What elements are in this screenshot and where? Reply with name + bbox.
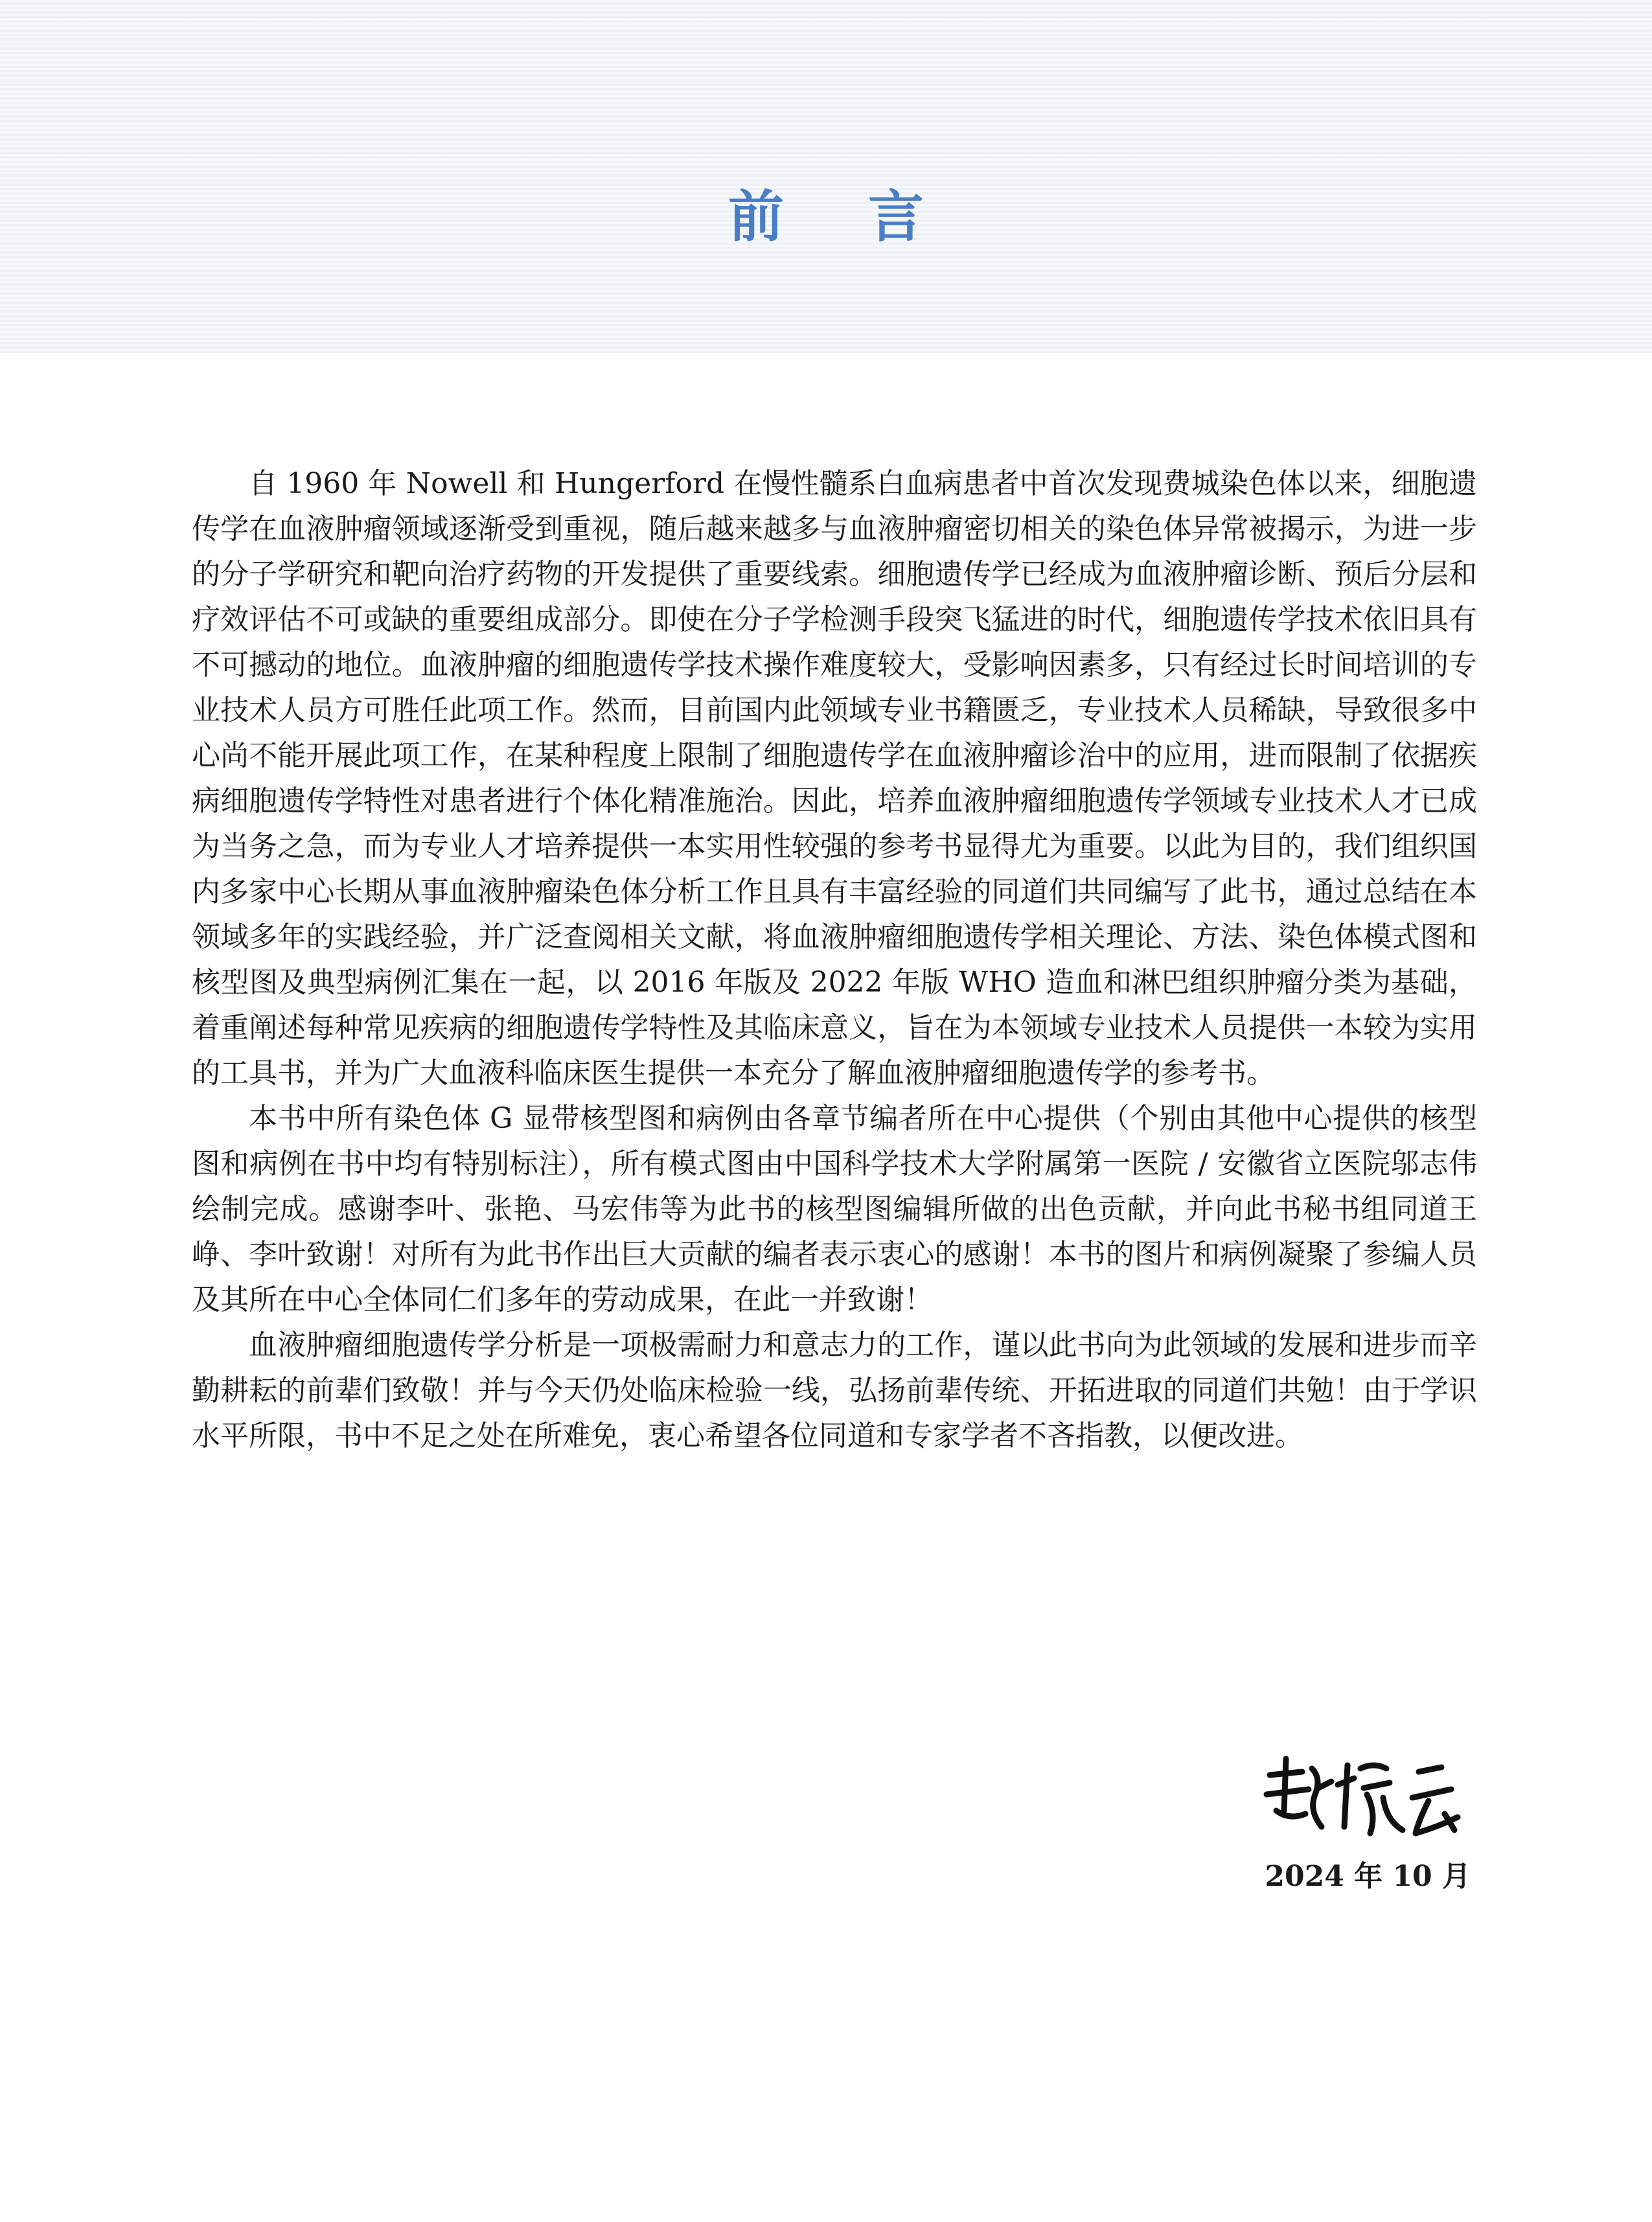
page-title: 前言 [728, 185, 1008, 249]
paragraph-2: 本书中所有染色体 G 显带核型图和病例由各章节编者所在中心提供（个别由其他中心提供的核型图和病例在书中均有特别标注），所有模式图由中国科学技术大学附属第一医院 / 安徽省立医院邬志伟绘制完成。感谢李叶、张艳、马宏伟等为此书的核型图编辑所做的出色贡献，并向此书秘书组同道王峥、李叶致谢！对所有为此书作出巨大贡献的编者表示衷心的感谢！本书的图片和病例凝聚了参编人员及其所在中心全体同仁们多年的劳动成果，在此一并致谢！ [192, 1102, 1477, 1316]
preface-body [192, 461, 1477, 1459]
date-line: 2024 年 10 月 [1265, 1860, 1471, 1893]
handwritten-signature [1257, 1749, 1471, 1853]
signature-image [1257, 1749, 1471, 1853]
header-band [0, 0, 1652, 353]
paragraph-1: 自 1960 年 Nowell 和 Hungerford 在慢性髓系白血病患者中首次发现费城染色体以来，细胞遗传学在血液肿瘤领域逐渐受到重视，随后越来越多与血液肿瘤密切相关的染色体异常被揭示，为进一步的分子学研究和靶向治疗药物的开发提供了重要线索。细胞遗传学已经成为血液肿瘤诊断、预后分层和疗效评估不可或缺的重要组成部分。即使在分子学检测手段突飞猛进的时代，细胞遗传学技术依旧具有不可撼动的地位。血液肿瘤的细胞遗传学技术操作难度较大，受影响因素多，只有经过长时间培训的专业技术人员方可胜任此项工作。然而，目前国内此领域专业书籍匮乏，专业技术人员稀缺，导致很多中心尚不能开展此项工作，在某种程度上限制了细胞遗传学在血液肿瘤诊治中的应用，进而限制了依据疾病细胞遗传学特性对患者进行个体化精准施治。因此，培养血液肿瘤细胞遗传学领域专业技术人才已成为当务之急，而为专业人才培养提供一本实用性较强的参考书显得尤为重要。以此为目的，我们组织国内多家中心长期从事血液肿瘤染色体分析工作且具有丰富经验的同道们共同编写了此书，通过总结在本领域多年的实践经验，并广泛查阅相关文献，将血液肿瘤细胞遗传学相关理论、方法、染色体模式图和核型图及典型病例汇集在一起，以 2016 年版及 2022 年版 WHO 造血和淋巴组织肿瘤分类为基础，着重阐述每种常见疾病的细胞遗传学特性及其临床意义，旨在为本领域专业技术人员提供一本较为实用的工具书，并为广大血液科临床医生提供一本充分了解血液肿瘤细胞遗传学的参考书。 [192, 467, 1477, 1090]
paragraph-3: 血液肿瘤细胞遗传学分析是一项极需耐力和意志力的工作，谨以此书向为此领域的发展和进步而辛勤耕耘的前辈们致敬！并与今天仍处临床检验一线，弘扬前辈传统、开拓进取的同道们共勉！由于学识水平所限，书中不足之处在所难免，衷心希望各位同道和专家学者不吝指教，以便改进。 [192, 1329, 1477, 1452]
